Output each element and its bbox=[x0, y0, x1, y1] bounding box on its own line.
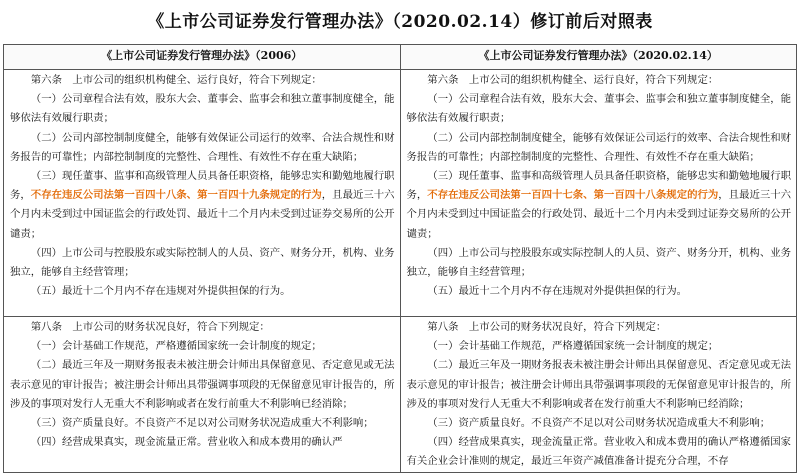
clause-3 bbox=[10, 167, 395, 244]
old-article-8 bbox=[4, 317, 401, 473]
clause-3: （三）资产质量良好。不良资产不足以对公司财务状况造成重大不利影响； bbox=[30, 417, 374, 430]
clause-3: （三）资产质量良好。不良资产不足以对公司财务状况造成重大不利影响； bbox=[427, 417, 771, 430]
header-old-version: 《上市公司证券发行管理办法》（2006） bbox=[4, 45, 401, 70]
clause-1: （一）公司章程合法有效，股东大会、董事会、监事会和独立董事制度健全，能够依法有效履行职责； bbox=[10, 93, 395, 125]
page-title: 《上市公司证券发行管理办法》（2020.02.14）修订前后对照表 bbox=[147, 12, 653, 32]
comparison-table bbox=[3, 44, 797, 473]
article-6-row bbox=[4, 70, 797, 317]
clause-4: （四）经营成果真实，现金流量正常。营业收入和成本费用的确认严 bbox=[30, 436, 343, 449]
clause-3 bbox=[407, 167, 792, 244]
clause-5: （五）最近十二个月内不存在违规对外提供担保的行为。 bbox=[30, 285, 291, 298]
clause-4: （四）经营成果真实，现金流量正常。营业收入和成本费用的确认严格遵循国家有关企业会计准则的规定，最近三年资产减值准备计提充分合理，不存 bbox=[406, 436, 791, 468]
highlighted-change: 不存在违反公司法第一百四十七条、第一百四十八条规定的行为 bbox=[427, 189, 719, 202]
clause-4: （四）上市公司与控股股东或实际控制人的人员、资产、财务分开，机构、业务独立，能够自主经营管理； bbox=[10, 246, 395, 279]
article-heading: 第八条 上市公司的财务状况良好，符合下列规定： bbox=[30, 321, 270, 333]
clause-2: （二）最近三年及一期财务报表未被注册会计师出具保留意见、否定意见或无法表示意见的审计报告；被注册会计师出具带强调事项段的无保留意见审计报告的，所涉及的事项对发行人无重大不利影响或者在发行前重大不利影响已经消除； bbox=[10, 359, 395, 410]
clause-3-pre: （三）现任董事、监事和高级管理人员具备任职资格，能够忠实和勤勉地履行职务， bbox=[406, 170, 791, 202]
new-article-8 bbox=[400, 317, 797, 473]
highlighted-change: 不存在违反公司法第一百四十八条、第一百四十九条规定的行为 bbox=[30, 189, 322, 202]
header-new-version: 《上市公司证券发行管理办法》（2020.02.14） bbox=[400, 45, 797, 70]
clause-1: （一）会计基础工作规范，严格遵循国家统一会计制度的规定； bbox=[427, 340, 719, 353]
clause-2: （二）公司内部控制制度健全，能够有效保证公司运行的效率、合法合规性和财务报告的可靠性；内部控制制度的完整性、合理性、有效性不存在重大缺陷； bbox=[10, 131, 395, 163]
clause-3-pre: （三）现任董事、监事和高级管理人员具备任职资格，能够忠实和勤勉地履行职务， bbox=[10, 170, 395, 202]
new-article-6 bbox=[400, 70, 797, 317]
clause-4: （四）上市公司与控股股东或实际控制人的人员、资产、财务分开，机构、业务独立，能够自主经营管理； bbox=[406, 246, 791, 279]
clause-1: （一）会计基础工作规范，严格遵循国家统一会计制度的规定； bbox=[30, 340, 322, 353]
clause-2: （二）公司内部控制制度健全，能够有效保证公司运行的效率、合法合规性和财务报告的可靠性；内部控制制度的完整性、合理性、有效性不存在重大缺陷； bbox=[406, 131, 791, 163]
clause-3-post: ，且最近三十六个月内未受到过中国证监会的行政处罚、最近十二个月内未受到过证券交易所的公开谴责； bbox=[10, 189, 395, 240]
clause-2: （二）最近三年及一期财务报表未被注册会计师出具保留意见、否定意见或无法表示意见的审计报告；被注册会计师出具带强调事项段的无保留意见审计报告的，所涉及的事项对发行人无重大不利影响或者在发行前重大不利影响已经消除； bbox=[406, 359, 791, 410]
article-heading: 第六条 上市公司的组织机构健全、运行良好，符合下列规定： bbox=[427, 74, 719, 86]
clause-5: （五）最近十二个月内不存在违规对外提供担保的行为。 bbox=[427, 285, 688, 298]
article-8-row bbox=[4, 317, 797, 473]
header-row bbox=[4, 45, 797, 70]
clause-3-post: ，且最近三十六个月内未受到过中国证监会的行政处罚、最近十二个月内未受到过证券交易所的公开谴责； bbox=[406, 189, 792, 240]
article-heading: 第八条 上市公司的财务状况良好，符合下列规定： bbox=[427, 321, 667, 333]
old-article-6 bbox=[4, 70, 401, 317]
clause-1: （一）公司章程合法有效，股东大会、董事会、监事会和独立董事制度健全，能够依法有效履行职责； bbox=[406, 93, 791, 125]
article-heading: 第六条 上市公司的组织机构健全、运行良好，符合下列规定： bbox=[30, 74, 322, 86]
